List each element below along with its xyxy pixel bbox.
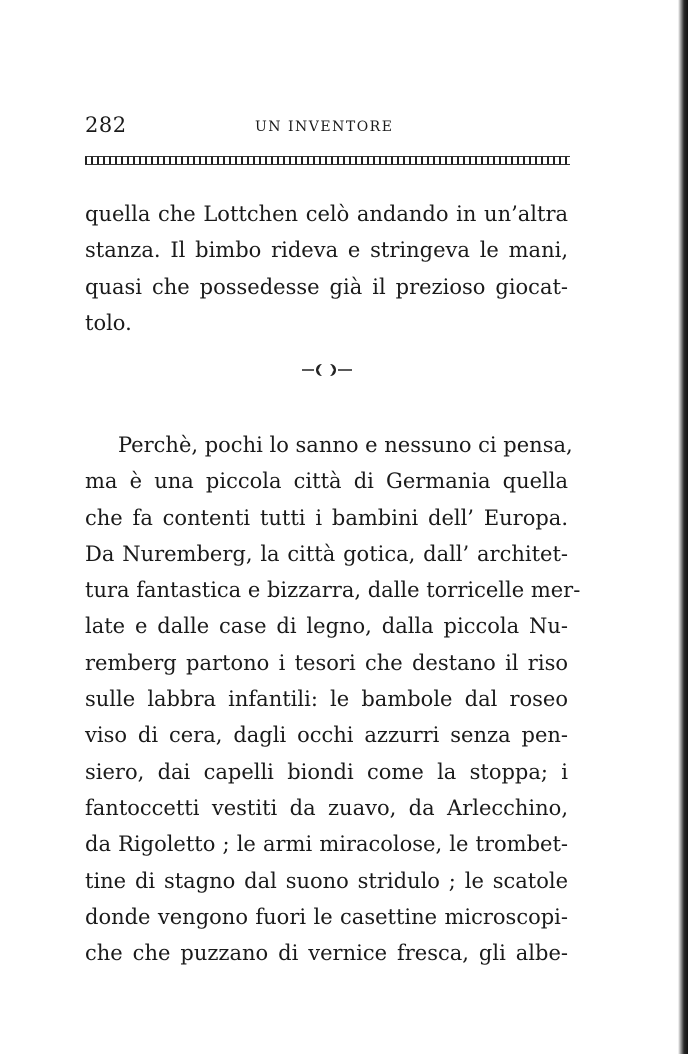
text-line: quella che Lottchen celò andando in un’altra bbox=[85, 202, 568, 226]
text-line: Perchè, pochi lo sanno e nessuno ci pensa, bbox=[118, 433, 573, 457]
text-line: che che puzzano di vernice fresca, gli albe- bbox=[85, 941, 568, 966]
text-line: siero, dai capelli biondi come la stoppa; i bbox=[85, 759, 568, 784]
text-line: tura fantastica e bizzarra, dalle torricelle mer- bbox=[85, 578, 581, 603]
text-line: fantoccetti vestiti da zuavo, da Arlecchino, bbox=[85, 795, 568, 820]
running-title: UN INVENTORE bbox=[255, 119, 394, 135]
paragraph-2 bbox=[85, 427, 581, 971]
decorative-rule bbox=[85, 156, 570, 165]
paragraph-1 bbox=[85, 196, 568, 341]
page-edge-shadow bbox=[678, 0, 688, 1054]
text-line: remberg partono i tesori che destano il riso bbox=[85, 650, 568, 675]
fleuron-ornament-icon bbox=[300, 360, 360, 380]
text-line: late e dalle case di legno, dalla piccola Nu- bbox=[85, 614, 568, 639]
text-line: viso di cera, dagli occhi azzurri senza pen- bbox=[85, 723, 568, 748]
text-line: quasi che possedesse già il prezioso giocat- bbox=[85, 274, 568, 299]
text-line: stanza. Il bimbo rideva e stringeva le mani, bbox=[85, 238, 568, 263]
text-line: da Rigoletto ; le armi miracolose, le trombet- bbox=[85, 832, 568, 857]
text-line: sulle labbra infantili: le bambole dal roseo bbox=[85, 687, 568, 712]
text-line: tolo. bbox=[85, 310, 132, 335]
text-line: che fa contenti tutti i bambini dell’ Europa. bbox=[85, 505, 568, 530]
text-line: donde vengono fuori le casettine microscopi- bbox=[85, 904, 568, 929]
text-line: ma è una piccola città di Germania quella bbox=[85, 469, 568, 494]
text-line: Da Nuremberg, la città gotica, dall’ architet- bbox=[85, 541, 568, 566]
page-number: 282 bbox=[85, 113, 127, 137]
text-line: tine di stagno dal suono stridulo ; le scatole bbox=[85, 868, 568, 893]
